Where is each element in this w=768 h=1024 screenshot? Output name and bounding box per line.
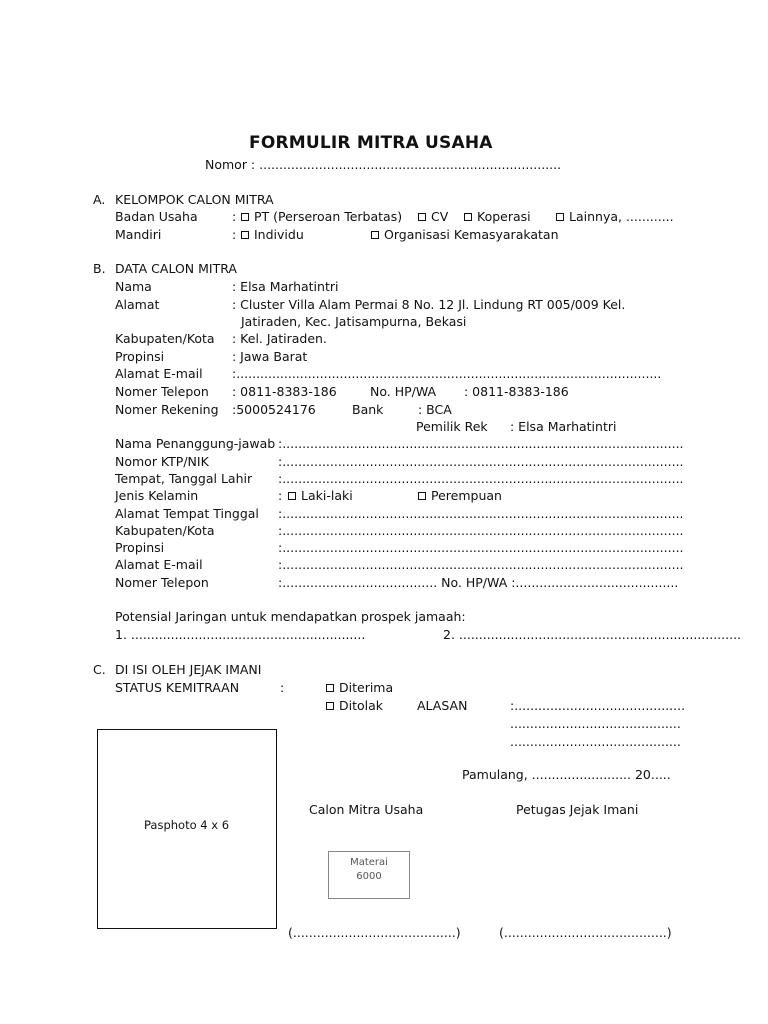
propinsi-label: Propinsi: [115, 349, 165, 364]
telepon-value[interactable]: : 0811-8383-186: [232, 384, 337, 399]
telepon2-label: Nomer Telepon: [115, 575, 209, 590]
alasan-line-3[interactable]: ...........................................: [510, 734, 681, 749]
checkbox-pt-label: PT (Perseroan Terbatas): [254, 209, 403, 224]
email2-field[interactable]: :.....................................................................................................: [278, 557, 684, 572]
materai-value: 6000: [356, 871, 382, 882]
status-colon: :: [280, 680, 285, 695]
materai-stamp-box: [328, 851, 410, 899]
email-label: Alamat E-mail: [115, 366, 203, 381]
section-a-letter: A.: [93, 192, 106, 207]
section-a-heading: KELOMPOK CALON MITRA: [115, 192, 274, 207]
pemilik-value[interactable]: : Elsa Marhatintri: [510, 419, 617, 434]
email2-label: Alamat E-mail: [115, 557, 203, 572]
petugas-label: Petugas Jejak Imani: [516, 802, 639, 817]
kabupaten2-field[interactable]: :.....................................................................................................: [278, 523, 684, 538]
section-b-heading: DATA CALON MITRA: [115, 261, 237, 276]
potensi-text: Potensial Jaringan untuk mendapatkan prospek jamaah:: [115, 609, 466, 624]
propinsi2-field[interactable]: :.....................................................................................................: [278, 540, 684, 555]
calon-mitra-label: Calon Mitra Usaha: [309, 802, 424, 817]
mandiri-colon: :: [232, 227, 237, 242]
jenis-kelamin-colon: :: [278, 488, 283, 503]
checkbox-laki-laki[interactable]: [288, 488, 353, 503]
status-kemitraan-label: STATUS KEMITRAAN: [115, 680, 240, 695]
pamulang-date[interactable]: Pamulang, ......................... 20.....: [462, 767, 671, 782]
kabupaten2-label: Kabupaten/Kota: [115, 523, 215, 538]
propinsi-value[interactable]: : Jawa Barat: [232, 349, 308, 364]
checkbox-laki-laki-label: Laki-laki: [301, 488, 353, 503]
pemilik-label: Pemilik Rek: [416, 419, 488, 434]
penanggung-jawab-field[interactable]: :.....................................................................................................: [278, 436, 684, 451]
nama-label: Nama: [115, 279, 152, 294]
alasan-line-2[interactable]: ...........................................: [510, 716, 681, 731]
checkbox-diterima-label: Diterima: [339, 680, 394, 695]
ktp-label: Nomor KTP/NIK: [115, 454, 209, 469]
checkbox-cv-label: CV: [431, 209, 449, 224]
mandiri-label: Mandiri: [115, 227, 162, 242]
checkbox-individu[interactable]: [241, 227, 304, 242]
propinsi2-label: Propinsi: [115, 540, 165, 555]
bank-value[interactable]: : BCA: [418, 402, 452, 417]
nama-value[interactable]: : Elsa Marhatintri: [232, 279, 339, 294]
materai-text: Materai: [350, 857, 388, 868]
alamat-label: Alamat: [115, 297, 160, 312]
checkbox-lainnya-label: Lainnya, ............: [569, 209, 674, 224]
checkbox-perempuan-label: Perempuan: [431, 488, 502, 503]
checkbox-organisasi-label: Organisasi Kemasyarakatan: [384, 227, 559, 242]
kabupaten-value[interactable]: : Kel. Jatiraden.: [232, 331, 327, 346]
section-c-heading: DI ISI OLEH JEJAK IMANI: [115, 662, 262, 677]
pasphoto-label: Pasphoto 4 x 6: [144, 818, 230, 832]
bank-label: Bank: [352, 402, 384, 417]
potensi-item-1[interactable]: 1. ...........................................................: [115, 627, 366, 642]
checkbox-diterima[interactable]: [326, 680, 393, 695]
badan-usaha-label: Badan Usaha: [115, 209, 198, 224]
checkbox-individu-label: Individu: [254, 227, 304, 242]
ktp-field[interactable]: :.....................................................................................................: [278, 454, 684, 469]
potensi-item-2[interactable]: 2. .......................................................................: [443, 627, 742, 642]
signature-petugas[interactable]: (.........................................): [499, 925, 672, 940]
checkbox-pt[interactable]: [241, 209, 402, 224]
checkbox-ditolak-label: Ditolak: [339, 698, 384, 713]
checkbox-koperasi[interactable]: [464, 209, 531, 224]
rekening-value[interactable]: :5000524176: [232, 402, 316, 417]
badan-usaha-colon: :: [232, 209, 237, 224]
alasan-line-1[interactable]: :...........................................: [510, 698, 686, 713]
email-field[interactable]: :...........................................................................................................: [232, 366, 662, 381]
hp-label: No. HP/WA: [370, 384, 437, 399]
checkbox-ditolak[interactable]: [326, 698, 383, 713]
alasan-label: ALASAN: [417, 698, 468, 713]
checkbox-koperasi-label: Koperasi: [477, 209, 531, 224]
ttl-label: Tempat, Tanggal Lahir: [115, 471, 253, 486]
form-title: FORMULIR MITRA USAHA: [249, 133, 493, 153]
checkbox-perempuan[interactable]: [418, 488, 502, 503]
telepon2-field[interactable]: :....................................... No. HP/WA :.........................................: [278, 575, 679, 590]
section-b-letter: B.: [93, 261, 106, 276]
checkbox-organisasi[interactable]: [371, 227, 559, 242]
penanggung-jawab-label: Nama Penanggung-jawab: [115, 436, 276, 451]
alamat-value-line2[interactable]: Jatiraden, Kec. Jatisampurna, Bekasi: [241, 314, 467, 329]
alamat-value-line1[interactable]: : Cluster Villa Alam Permai 8 No. 12 Jl. Lindung RT 005/009 Kel.: [232, 297, 626, 312]
telepon-label: Nomer Telepon: [115, 384, 209, 399]
section-c-letter: C.: [93, 662, 106, 677]
kabupaten-label: Kabupaten/Kota: [115, 331, 215, 346]
alamat-tinggal-field[interactable]: :.....................................................................................................: [278, 506, 684, 521]
jenis-kelamin-label: Jenis Kelamin: [115, 488, 199, 503]
signature-calon-mitra[interactable]: (.........................................): [288, 925, 461, 940]
checkbox-lainnya[interactable]: [556, 209, 674, 224]
pasphoto-box: [97, 729, 277, 929]
ttl-field[interactable]: :.....................................................................................................: [278, 471, 684, 486]
rekening-label: Nomer Rekening: [115, 402, 219, 417]
checkbox-cv[interactable]: [418, 209, 448, 224]
nomor-line: Nomor : ............................................................................: [205, 157, 562, 172]
alamat-tinggal-label: Alamat Tempat Tinggal: [115, 506, 259, 521]
hp-value[interactable]: : 0811-8383-186: [464, 384, 569, 399]
